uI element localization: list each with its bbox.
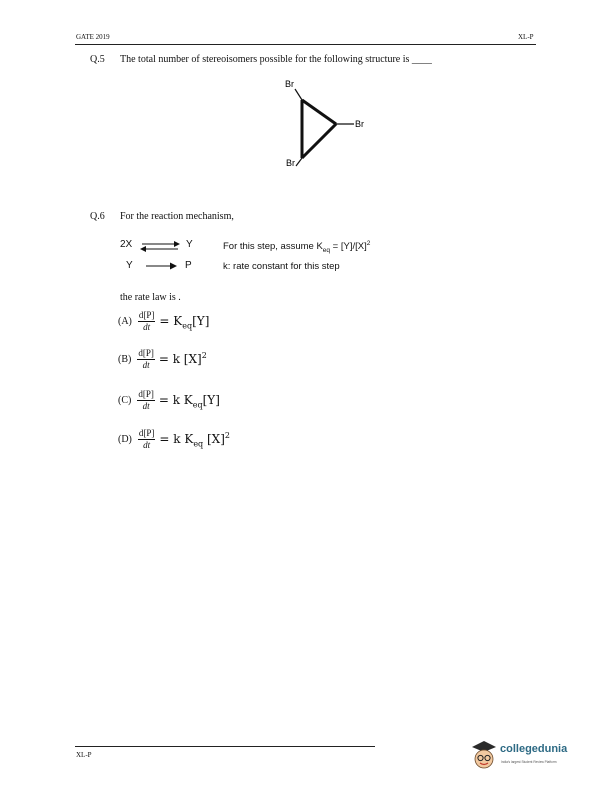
header-rule: [75, 44, 536, 45]
option-b-fraction: $\frac{d[P]}{dt}$: [138, 348, 154, 370]
step1-reactant: 2X: [120, 239, 133, 250]
ring-bond-lower: [302, 124, 336, 158]
option-d-expression: = k $K_{eq}$ $[X]^2$: [159, 430, 230, 449]
option-c-expression: = k $K_{eq}[Y]$: [158, 392, 220, 410]
br-bond-top: [295, 89, 302, 100]
option-d-fraction: $\frac{d[P]}{dt}$: [138, 428, 155, 450]
logo-name: collegedunia: [500, 743, 568, 755]
rate-law-text: the rate law is .: [120, 292, 181, 303]
collegedunia-logo: [470, 737, 594, 773]
br-label-bottom: Br: [286, 158, 295, 168]
option-c[interactable]: [118, 390, 220, 411]
footer-left: XL-P: [76, 751, 92, 759]
forward-arrow-icon: [144, 261, 178, 271]
step1-note: For this step, assume $K_{eq} = [Y]/[X]^2$: [223, 240, 371, 255]
br-bond-bottom: [296, 158, 302, 166]
header-left: GATE 2019: [76, 33, 110, 41]
q6-text: For the reaction mechanism,: [120, 211, 234, 222]
br-label-right: Br: [355, 119, 364, 129]
step1-product: Y: [186, 239, 193, 250]
footer-rule: [75, 746, 375, 747]
option-b-label: (B): [118, 354, 132, 365]
logo-tagline: India's largest Student Review Platform: [501, 760, 557, 764]
option-c-label: (C): [118, 395, 132, 406]
step2-reactant: Y: [126, 260, 133, 271]
br-label-top: Br: [285, 79, 294, 89]
q5-number: Q.5: [90, 54, 105, 65]
option-b[interactable]: [118, 349, 207, 370]
option-a-label: (A): [118, 316, 132, 327]
option-a-expression: = $K_{eq}[Y]$: [159, 313, 210, 331]
step2-note: k: rate constant for this step: [223, 261, 340, 272]
q6-number: Q.6: [90, 211, 105, 222]
q5-text: The total number of stereoisomers possible for the following structure is ____: [120, 54, 432, 65]
option-d[interactable]: [118, 429, 230, 450]
option-b-expression: = k $[X]^2$: [158, 350, 207, 366]
mascot-icon: [470, 739, 498, 771]
ring-bond-upper: [302, 100, 336, 124]
step2-product: P: [185, 260, 192, 271]
option-a[interactable]: [118, 311, 209, 332]
tribromocyclopropane-structure: [270, 72, 380, 172]
option-a-fraction: $\frac{d[P]}{dt}$: [138, 310, 155, 332]
option-c-fraction: $\frac{d[P]}{dt}$: [138, 389, 154, 411]
option-d-label: (D): [118, 434, 132, 445]
header-right: XL-P: [518, 33, 534, 41]
equilibrium-arrow-icon: [140, 239, 182, 253]
